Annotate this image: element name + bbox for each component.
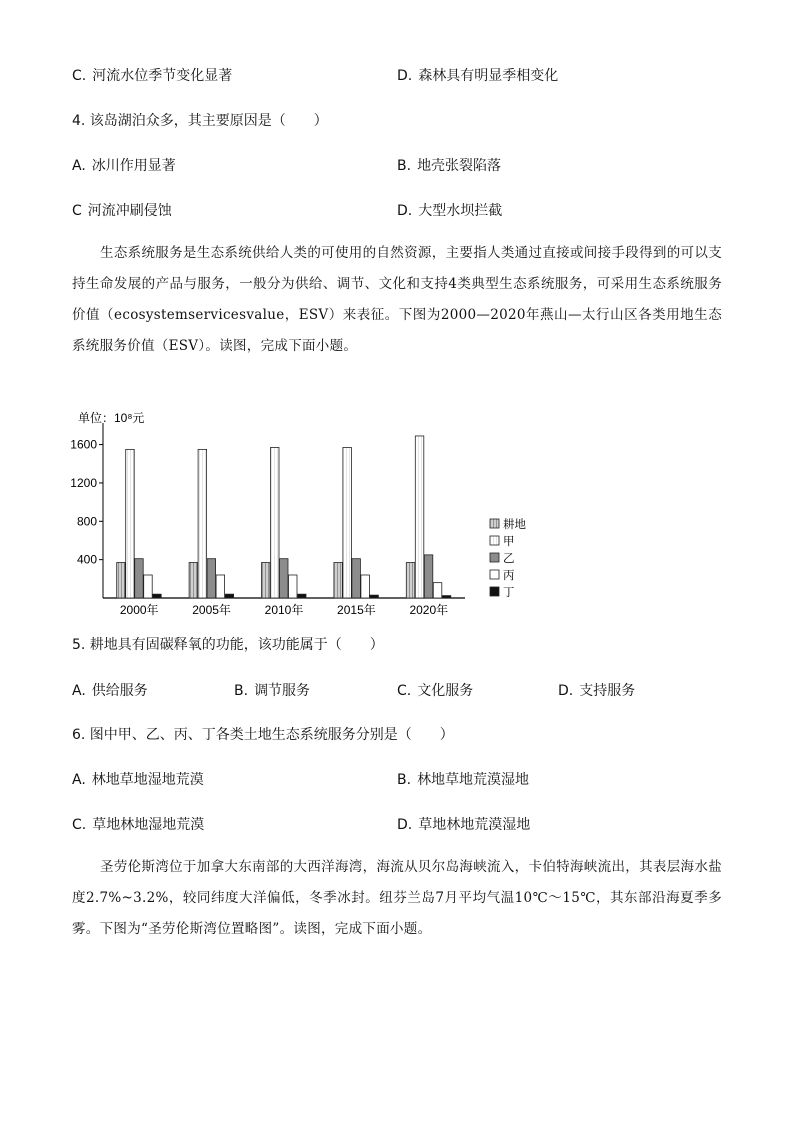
option-d <box>397 67 558 85</box>
option-text: 供给服务 <box>91 683 148 699</box>
option-label: C. <box>72 68 87 84</box>
y-tick-label: 800 <box>76 514 97 529</box>
y-tick-label: 1200 <box>70 475 97 490</box>
option-text: 草地林地荒漠湿地 <box>418 817 531 833</box>
legend-swatch <box>490 587 499 596</box>
bar-丙 <box>361 575 370 598</box>
bar-乙 <box>280 559 289 598</box>
option-b <box>234 682 310 700</box>
bar-丁 <box>442 596 451 598</box>
option-a <box>72 771 204 789</box>
legend-swatch <box>490 553 499 562</box>
bar-耕地 <box>334 563 343 598</box>
bar-丙 <box>433 583 442 598</box>
x-tick-label: 2020年 <box>409 603 449 617</box>
passage-text: 生态系统服务是生态系统供给人类的可使用的自然资源，主要指人类通过直接或间接手段得到的可以支持生命发展的产品与服务，一般分为供给、调节、文化和支持4类典型生态系统服务，可采用生态系统服务价值（ecosystemservicesvalue，ESV）来表征。下图为2000—2020年燕山—太行山区各类用地生态系统服务价值（ESV）。读图，完成下面小题。 <box>72 245 722 354</box>
y-tick-label: 1600 <box>70 437 97 452</box>
legend-label: 甲 <box>503 536 515 548</box>
legend-label: 丁 <box>503 587 515 599</box>
option-text: 河流水位季节变化显著 <box>92 68 233 84</box>
x-tick-label: 2015年 <box>337 603 376 617</box>
x-tick-label: 2005年 <box>192 603 231 617</box>
x-tick-label: 2000年 <box>119 603 159 617</box>
option-c <box>72 816 204 834</box>
option-label: C. <box>72 817 87 833</box>
option-label: D. <box>397 203 413 219</box>
bar-乙 <box>352 559 361 598</box>
bar-丙 <box>216 575 225 598</box>
option-label: D. <box>397 817 413 833</box>
option-d <box>397 202 502 220</box>
option-text: 林地草地湿地荒漠 <box>91 772 204 788</box>
option-b <box>397 771 529 789</box>
bar-丁 <box>153 594 162 598</box>
legend-label: 乙 <box>503 553 515 565</box>
legend-swatch <box>490 570 499 579</box>
passage-text: 圣劳伦斯湾位于加拿大东南部的大西洋海湾，海流从贝尔岛海峡流入，卡伯特海峡流出，其表层海水盐度2.7%~3.2%，较同纬度大洋偏低，冬季冰封。纽芬兰岛7月平均气温10℃～15℃，其东部沿海夏季多雾。下图为“圣劳伦斯湾位置略图”。读图，完成下面小题。 <box>72 859 722 937</box>
bar-丙 <box>289 575 298 598</box>
bar-耕地 <box>406 563 415 598</box>
bar-乙 <box>135 559 144 598</box>
bar-甲 <box>343 447 352 598</box>
legend-label: 耕地 <box>503 519 526 531</box>
option-a <box>72 157 176 175</box>
option-label: B. <box>234 683 249 699</box>
question-4-stem: 4. 该岛湖泊众多，其主要原因是（ ） <box>72 113 328 129</box>
bar-丁 <box>298 594 307 598</box>
option-text: 冰川作用显著 <box>91 158 176 174</box>
legend-swatch <box>490 519 499 528</box>
option-text: 河流冲刷侵蚀 <box>87 203 172 219</box>
option-c <box>72 67 232 85</box>
option-b <box>397 157 501 175</box>
option-label: B. <box>397 772 412 788</box>
passage-ecosystem-services <box>72 238 722 362</box>
option-a <box>72 682 148 700</box>
option-label: C. <box>397 683 412 699</box>
option-label: B. <box>397 158 412 174</box>
option-label: A. <box>72 772 86 788</box>
option-label: D. <box>397 68 413 84</box>
bar-耕地 <box>117 563 126 598</box>
bar-丁 <box>225 594 234 598</box>
question-6-stem: 6. 图中甲、乙、丙、丁各类土地生态系统服务分别是（ ） <box>72 727 454 743</box>
bar-甲 <box>126 449 135 598</box>
bar-丁 <box>370 595 379 598</box>
option-d <box>397 816 530 834</box>
option-text: 大型水坝拦截 <box>418 203 503 219</box>
bar-耕地 <box>262 563 271 598</box>
option-d <box>558 682 635 700</box>
bar-甲 <box>271 447 280 598</box>
legend-label: 丙 <box>503 570 515 582</box>
bar-甲 <box>415 436 424 598</box>
option-label: A. <box>72 158 86 174</box>
bar-丙 <box>144 575 153 598</box>
question-5-stem: 5. 耕地具有固碳释氧的功能，该功能属于（ ） <box>72 637 384 653</box>
bar-耕地 <box>189 563 198 598</box>
chart-unit-label: 单位：10⁸元 <box>78 411 145 425</box>
option-text: 草地林地湿地荒漠 <box>92 817 205 833</box>
y-tick-label: 400 <box>76 552 97 567</box>
option-text: 森林具有明显季相变化 <box>418 68 559 84</box>
option-text: 调节服务 <box>254 683 311 699</box>
option-text: 文化服务 <box>417 683 474 699</box>
esv-bar-chart <box>70 405 550 620</box>
option-text: 林地草地荒漠湿地 <box>417 772 530 788</box>
option-label: A. <box>72 683 86 699</box>
legend-swatch <box>490 536 499 545</box>
option-text: 地壳张裂陷落 <box>417 158 502 174</box>
bar-乙 <box>207 559 216 598</box>
option-label: D. <box>558 683 574 699</box>
passage-gulf-of-st-lawrence <box>72 852 722 945</box>
option-text: 支持服务 <box>579 683 636 699</box>
option-c <box>72 202 172 220</box>
option-c <box>397 682 473 700</box>
x-tick-label: 2010年 <box>264 603 304 617</box>
option-label: C <box>72 203 82 219</box>
bar-甲 <box>198 449 207 598</box>
bar-乙 <box>424 555 433 598</box>
